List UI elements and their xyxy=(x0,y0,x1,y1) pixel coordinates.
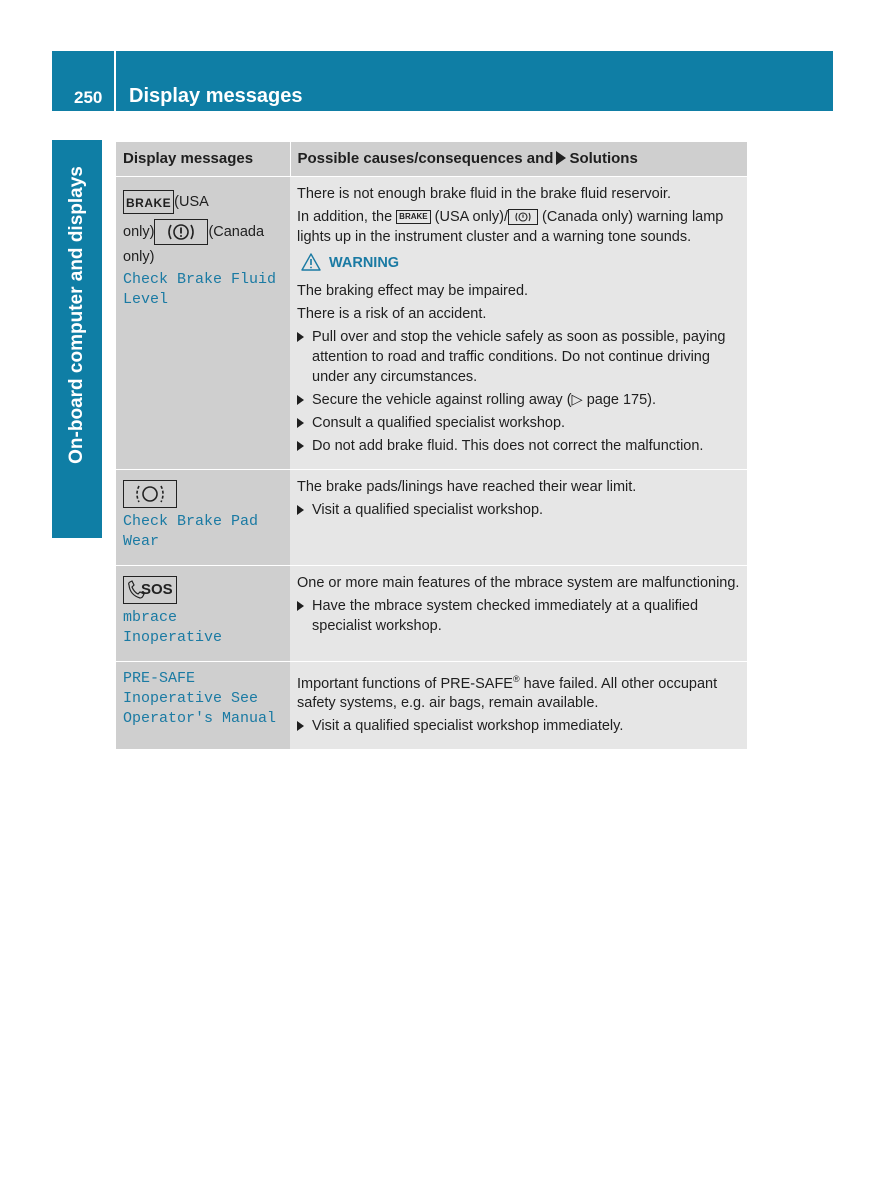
col-header-causes-text: Possible causes/consequences and xyxy=(297,150,554,167)
list-item-text: Do not add brake fluid. This does not correct the malfunction. xyxy=(312,437,704,454)
list-item xyxy=(297,413,740,433)
cause-text xyxy=(297,669,740,714)
bullet-triangle-icon xyxy=(297,721,304,731)
display-message-text: Check Brake Fluid Level xyxy=(123,270,277,308)
col-header-display-messages: Display messages xyxy=(116,142,290,176)
arrow-right-icon xyxy=(556,151,566,165)
warning-line: The braking effect may be impaired. xyxy=(297,282,529,299)
display-messages-table xyxy=(116,142,747,749)
table-header-row xyxy=(116,142,747,176)
usa-close-text: only) xyxy=(123,223,155,240)
brake-warning-lamp-icon: BRAKE xyxy=(123,190,174,214)
cause-text: The brake pads/linings have reached their wear limit. xyxy=(297,478,637,495)
warning-heading xyxy=(301,253,740,273)
table-row xyxy=(116,469,747,565)
display-message-cell xyxy=(116,176,290,469)
page-header xyxy=(52,51,833,111)
brake-pad-wear-lamp-icon xyxy=(123,480,177,508)
usa-open-text: (USA xyxy=(174,193,209,210)
bullet-triangle-icon xyxy=(297,395,304,405)
addition-mid: (USA only)/ xyxy=(434,208,508,225)
list-item xyxy=(297,390,740,410)
list-item xyxy=(297,500,740,520)
canada-open-text: (Canada xyxy=(208,223,265,240)
warning-line: There is a risk of an accident. xyxy=(297,305,487,322)
brake-warning-lamp-icon-small: BRAKE xyxy=(396,210,430,224)
bullet-triangle-icon xyxy=(297,418,304,428)
page-number: 250 xyxy=(74,88,103,107)
sos-lamp-icon xyxy=(123,576,177,604)
warning-label: WARNING xyxy=(329,254,400,271)
display-message-cell xyxy=(116,661,290,749)
list-item-text: Secure the vehicle against rolling away (▷ page 175). xyxy=(312,391,657,408)
cause-text: There is not enough brake fluid in the brake fluid reservoir. xyxy=(297,185,671,202)
sos-lamp-text: SOS xyxy=(141,580,173,598)
list-item xyxy=(297,596,740,636)
list-item-text: Have the mbrace system checked immediately at a qualified specialist workshop. xyxy=(312,597,699,634)
display-message-cell xyxy=(116,469,290,565)
list-item-text: Visit a qualified specialist workshop. xyxy=(312,501,544,518)
cause-suffix: have failed. All other occupant safety systems, e.g. air bags, remain available. xyxy=(297,675,718,712)
cause-solution-cell xyxy=(290,661,747,749)
display-message-text: PRE-SAFE Inoperative See Operator's Manual xyxy=(123,669,277,727)
col-header-solutions-text: Solutions xyxy=(569,150,638,167)
list-item-text: Visit a qualified specialist workshop immediately. xyxy=(312,718,624,735)
side-tab-label-wrap xyxy=(52,140,102,490)
table-row xyxy=(116,565,747,661)
list-item xyxy=(297,716,740,736)
page-number-box xyxy=(52,51,116,111)
list-item-text: Consult a qualified specialist workshop. xyxy=(312,414,566,431)
list-item xyxy=(297,436,740,456)
cause-solution-cell xyxy=(290,469,747,565)
canada-close-text: only) xyxy=(123,248,155,265)
bullet-triangle-icon xyxy=(297,332,304,342)
side-tab-label: On-board computer and displays xyxy=(66,166,87,464)
table-row xyxy=(116,176,747,469)
bullet-triangle-icon xyxy=(297,441,304,451)
bullet-triangle-icon xyxy=(297,505,304,515)
warning-triangle-icon xyxy=(301,253,321,271)
col-header-causes xyxy=(290,142,747,176)
display-message-cell xyxy=(116,565,290,661)
list-item-text: Pull over and stop the vehicle safely as soon as possible, paying attention to road and traffic conditions. Do not continue driving under any circumstances. xyxy=(312,328,726,385)
cause-solution-cell xyxy=(290,565,747,661)
cause-text: One or more main features of the mbrace system are malfunctioning. xyxy=(297,574,740,591)
addition-prefix: In addition, the xyxy=(297,208,393,225)
cause-prefix: Important functions of PRE-SAFE xyxy=(297,675,513,692)
addition-text xyxy=(297,207,740,247)
cause-solution-cell xyxy=(290,176,747,469)
bullet-triangle-icon xyxy=(297,601,304,611)
page-title: Display messages xyxy=(129,85,303,107)
table-row xyxy=(116,661,747,749)
display-message-text: mbrace Inoperative xyxy=(123,608,223,646)
registered-mark: ® xyxy=(512,673,520,684)
display-message-text: Check Brake Pad Wear xyxy=(123,512,259,550)
parking-brake-lamp-icon xyxy=(154,219,208,245)
parking-brake-lamp-icon-small xyxy=(508,209,538,225)
list-item xyxy=(297,327,740,387)
addition-suffix: (Canada only) warning lamp lights up in the instrument cluster and a warning tone sounds. xyxy=(297,208,724,245)
